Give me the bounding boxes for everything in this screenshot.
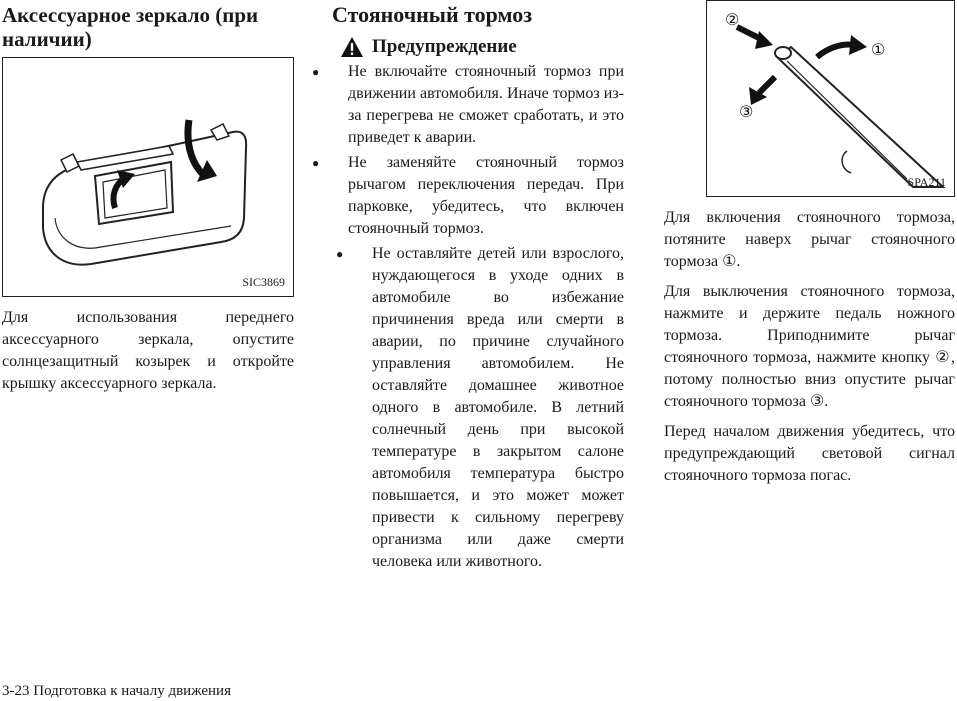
list-item: ● Не оставляйте детей или взрослого, нуждающегося в уходе одних в автомобиле во избежание причинения вреда или смерти в аварии, по причине случайного управления автомобилем. Не оставляйте домашнее животное одного в автомобиле. В летний солнечный день при высокой температуре в закрытом салоне автомобиля температура быстро повышается, и это может может привести к сильному перегреву организма или даже смерти человека или животного.: [312, 243, 624, 573]
callout-2: ②: [725, 10, 740, 29]
list-item: ● Не заменяйте стояночный тормоз рычагом переключения передач. При парковке, убедитесь, что включен стояночный тормоз.: [312, 152, 624, 240]
figure-vanity-mirror: [2, 57, 294, 297]
warning-list: [312, 61, 624, 240]
figure-parking-brake-lever: [706, 0, 955, 197]
release-instruction: Для выключения стояночного тормоза, нажмите и держите педаль ножного тормоза. Приподнимите рычаг стояночного тормоза, нажмите кнопку ②, потому полностью вниз опустите рычаг стояночного тормоза ③.: [664, 283, 955, 410]
sun-visor-illustration: [3, 58, 292, 295]
warning-sublist: [312, 243, 624, 573]
page-footer: 3-23 Подготовка к началу движения: [2, 683, 231, 699]
mirror-instruction: Для использования переднего аксессуарного зеркала, опустите солнцезащитный козырек и откройте крышку аксессуарного зеркала.: [2, 309, 294, 392]
figure-code: SIC3869: [242, 275, 285, 289]
brake-lever-illustration: [707, 1, 953, 195]
engage-instruction: Для включения стояночного тормоза, потяните наверх рычаг стояночного тормоза ①.: [664, 209, 955, 270]
middle-column: [312, 0, 624, 573]
list-item: ● Не включайте стояночный тормоз при движении автомобиля. Иначе тормоз из-за перегрева не сможет сработать, и это приведет к аварии.: [312, 61, 624, 149]
right-column: [664, 0, 955, 487]
callout-1: ①: [871, 40, 886, 59]
left-column: [2, 0, 294, 395]
section-heading-mirror: Аксессуарное зеркало (при наличии): [2, 3, 259, 51]
figure-code: SPA211: [907, 175, 946, 189]
warning-triangle-icon: [340, 36, 364, 58]
callout-3: ③: [739, 102, 754, 121]
before-driving-note: Перед началом движения убедитесь, что предупреждающий световой сигнал стояночного тормоза погас.: [664, 423, 955, 484]
warning-header: [340, 36, 624, 58]
section-heading-parking-brake: Стояночный тормоз: [332, 2, 533, 27]
warning-title: Предупреждение: [372, 36, 517, 57]
